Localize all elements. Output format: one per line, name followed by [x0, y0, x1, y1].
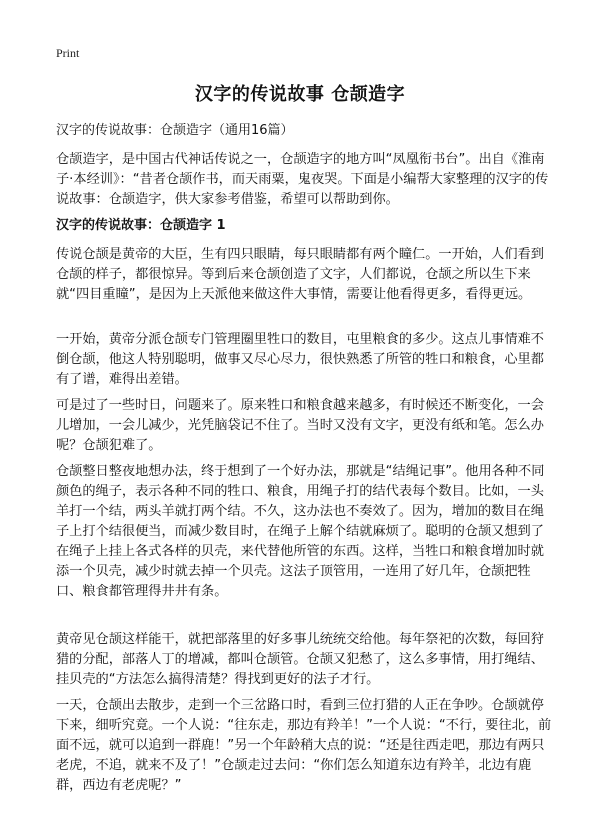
- intro-text: 仓颉造字，是中国古代神话传说之一，仓颉造字的地方叫“凤凰衔书台”。出自《淮南子·本经训》：“昔者仓颉作书，而天雨粟，鬼夜哭。下面是小编帮大家整理的汉字的传说故事：仓颉造字，供大家参考借鉴，希望可以帮助到你。: [56, 152, 549, 207]
- page-title: 汉字的传说故事 仓颉造字: [194, 84, 406, 105]
- paragraph-text: 传说仓颉是黄帝的大臣，生有四只眼睛，每只眼睛都有两个瞳仁。一开始，人们看到仓颉的样子，都很惊异。等到后来仓颉创造了文字，人们都说，仓颉之所以生下来就“四目重瞳”，是因为上天派他来做这件大事情，需要让他看得更多，看得更远。: [56, 247, 544, 302]
- paragraph-text: 黄帝见仓颉这样能干，就把部落里的好多事儿统统交给他。每年祭祀的次数，每回狩猎的分配，部落人丁的增减，都叫仓颉管。仓颉又犯愁了，这么多事情，用打绳结、挂贝壳的“方法怎么搞得清楚？得找到更好的法子才行。: [56, 632, 544, 687]
- document-subtitle: 汉字的传说故事：仓颉造字（通用16篇）: [56, 123, 294, 138]
- body-paragraph: [56, 396, 553, 456]
- intro-paragraph: [56, 150, 553, 210]
- body-paragraph: [56, 696, 553, 796]
- section-heading: 汉字的传说故事：仓颉造字 1: [56, 218, 226, 233]
- body-paragraph: [56, 330, 553, 390]
- paragraph-text: 可是过了一些时日，问题来了。原来牲口和粮食越来越多，有时候还不断变化，一会儿增加，一会儿减少，光凭脑袋记不住了。当时又没有文字，更没有纸和笔。怎么办呢？仓颉犯难了。: [56, 398, 544, 453]
- body-paragraph: [56, 245, 553, 305]
- paragraph-text: 一天，仓颉出去散步，走到一个三岔路口时，看到三位打猎的人正在争吵。仓颉就停下来，细听究竟。一个人说：“往东走，那边有羚羊！”一个人说：“不行，要往北，前面不远，就可以追到一群鹿！”另一个年龄稍大点的说：“还是往西走吧，那边有两只老虎，不追，就来不及了！”仓颉走过去问：“你们怎么知道东边有羚羊，北边有鹿群，西边有老虎呢？”: [56, 698, 552, 793]
- body-paragraph: [56, 462, 553, 602]
- body-paragraph: [56, 630, 553, 690]
- paragraph-text: 仓颉整日整夜地想办法，终于想到了一个好办法，那就是“结绳记事”。他用各种不同颜色的绳子，表示各种不同的牲口、粮食，用绳子打的结代表每个数目。比如，一头羊打一个结，两头羊就打两个结。不久，这办法也不奏效了。因为，增加的数目在绳子上打个结很便当，而减少数目时，在绳子上解个结就麻烦了。聪明的仓颉又想到了在绳子上挂上各式各样的贝壳，来代替他所管的东西。这样，当牲口和粮食增加时就添一个贝壳，减少时就去掉一个贝壳。这法子顶管用，一连用了好几年，仓颉把牲口、粮食都管理得井井有条。: [56, 464, 545, 599]
- print-label[interactable]: Print: [56, 46, 80, 60]
- paragraph-text: 一开始，黄帝分派仓颉专门管理圈里牲口的数目，屯里粮食的多少。这点儿事情难不倒仓颉，他这人特别聪明，做事又尽心尽力，很快熟悉了所管的牲口和粮食，心里都有了谱，难得出差错。: [56, 332, 544, 387]
